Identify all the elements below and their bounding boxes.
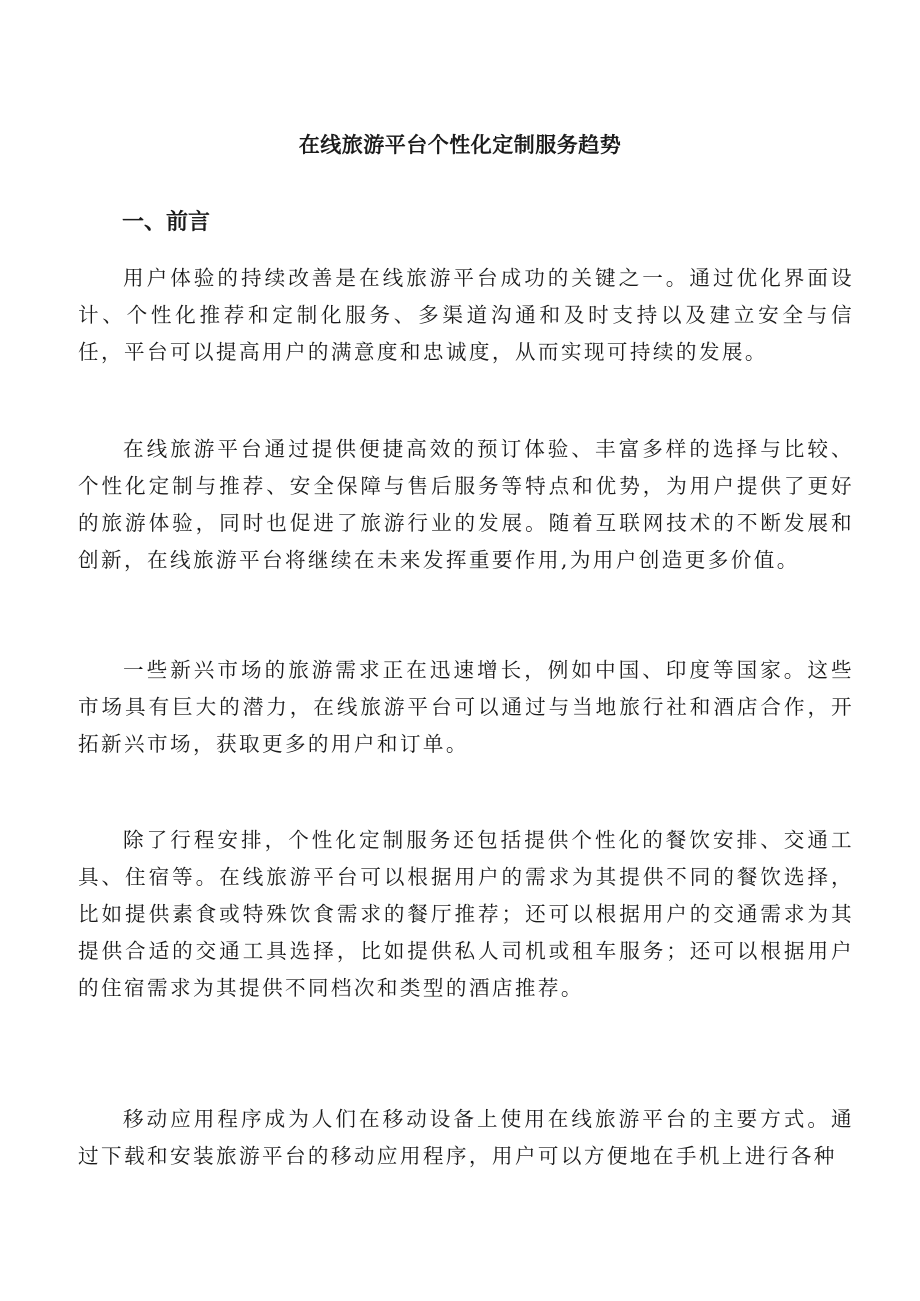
section-heading-preface: 一、前言 xyxy=(122,210,211,235)
paragraph-4: 除了行程安排，个性化定制服务还包括提供个性化的餐饮安排、交通工具、住宿等。在线旅游平台可以根据用户的需求为其提供不同的餐饮选择，比如提供素食或特殊饮食需求的餐厅推荐；还可以根据用户的交通需求为其提供合适的交通工具选择，比如提供私人司机或租车服务；还可以根据用户的住宿需求为其提供不同档次和类型的酒店推荐。 xyxy=(78,828,854,1000)
paragraph-1: 用户体验的持续改善是在线旅游平台成功的关键之一。通过优化界面设计、个性化推荐和定制化服务、多渠道沟通和及时支持以及建立安全与信任，平台可以提高用户的满意度和忠诚度，从而实现可持续的发展。 xyxy=(78,266,854,364)
document-title: 在线旅游平台个性化定制服务趋势 xyxy=(298,133,622,157)
paragraph-2: 在线旅游平台通过提供便捷高效的预订体验、丰富多样的选择与比较、个性化定制与推荐、安全保障与售后服务等特点和优势，为用户提供了更好的旅游体验，同时也促进了旅游行业的发展。随着互联网技术的不断发展和创新，在线旅游平台将继续在未来发挥重要作用,为用户创造更多价值。 xyxy=(78,437,854,572)
paragraph-3: 一些新兴市场的旅游需求正在迅速增长，例如中国、印度等国家。这些市场具有巨大的潜力，在线旅游平台可以通过与当地旅行社和酒店合作，开拓新兴市场，获取更多的用户和订单。 xyxy=(78,658,854,756)
paragraph-5: 移动应用程序成为人们在移动设备上使用在线旅游平台的主要方式。通过下载和安装旅游平台的移动应用程序，用户可以方便地在手机上进行各种 xyxy=(78,1107,854,1168)
